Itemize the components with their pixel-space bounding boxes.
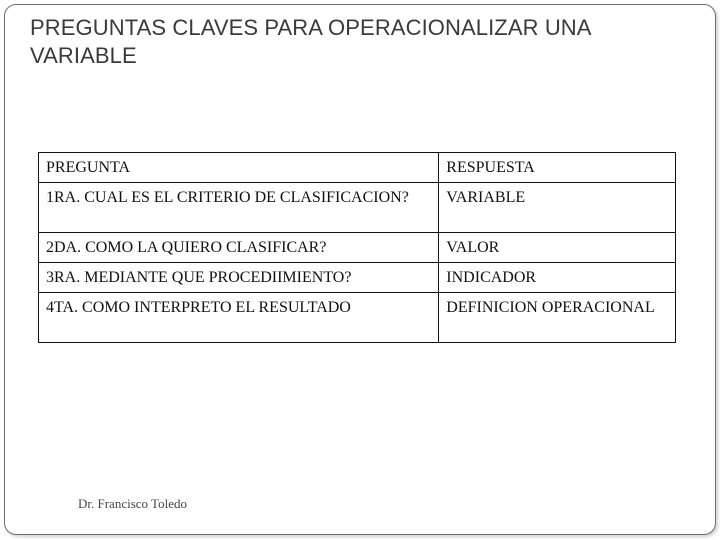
answer-cell: DEFINICION OPERACIONAL xyxy=(439,293,676,343)
slide-title: PREGUNTAS CLAVES PARA OPERACIONALIZAR UNA VARIABLE xyxy=(30,15,591,68)
question-cell: 2DA. COMO LA QUIERO CLASIFICAR? xyxy=(39,233,439,263)
table-header-row xyxy=(39,153,676,183)
table-row xyxy=(39,293,676,343)
question-cell: 1RA. CUAL ES EL CRITERIO DE CLASIFICACION? xyxy=(39,183,439,233)
header-respuesta: RESPUESTA xyxy=(439,153,676,183)
header-pregunta: PREGUNTA xyxy=(39,153,439,183)
answer-cell: INDICADOR xyxy=(439,263,676,293)
answer-cell: VALOR xyxy=(439,233,676,263)
table-row xyxy=(39,183,676,233)
table-row xyxy=(39,263,676,293)
answer-cell: VARIABLE xyxy=(439,183,676,233)
question-cell: 3RA. MEDIANTE QUE PROCEDIIMIENTO? xyxy=(39,263,439,293)
footer-author: Dr. Francisco Toledo xyxy=(78,496,187,511)
question-cell: 4TA. COMO INTERPRETO EL RESULTADO xyxy=(39,293,439,343)
questions-table xyxy=(38,152,676,343)
table-row xyxy=(39,233,676,263)
